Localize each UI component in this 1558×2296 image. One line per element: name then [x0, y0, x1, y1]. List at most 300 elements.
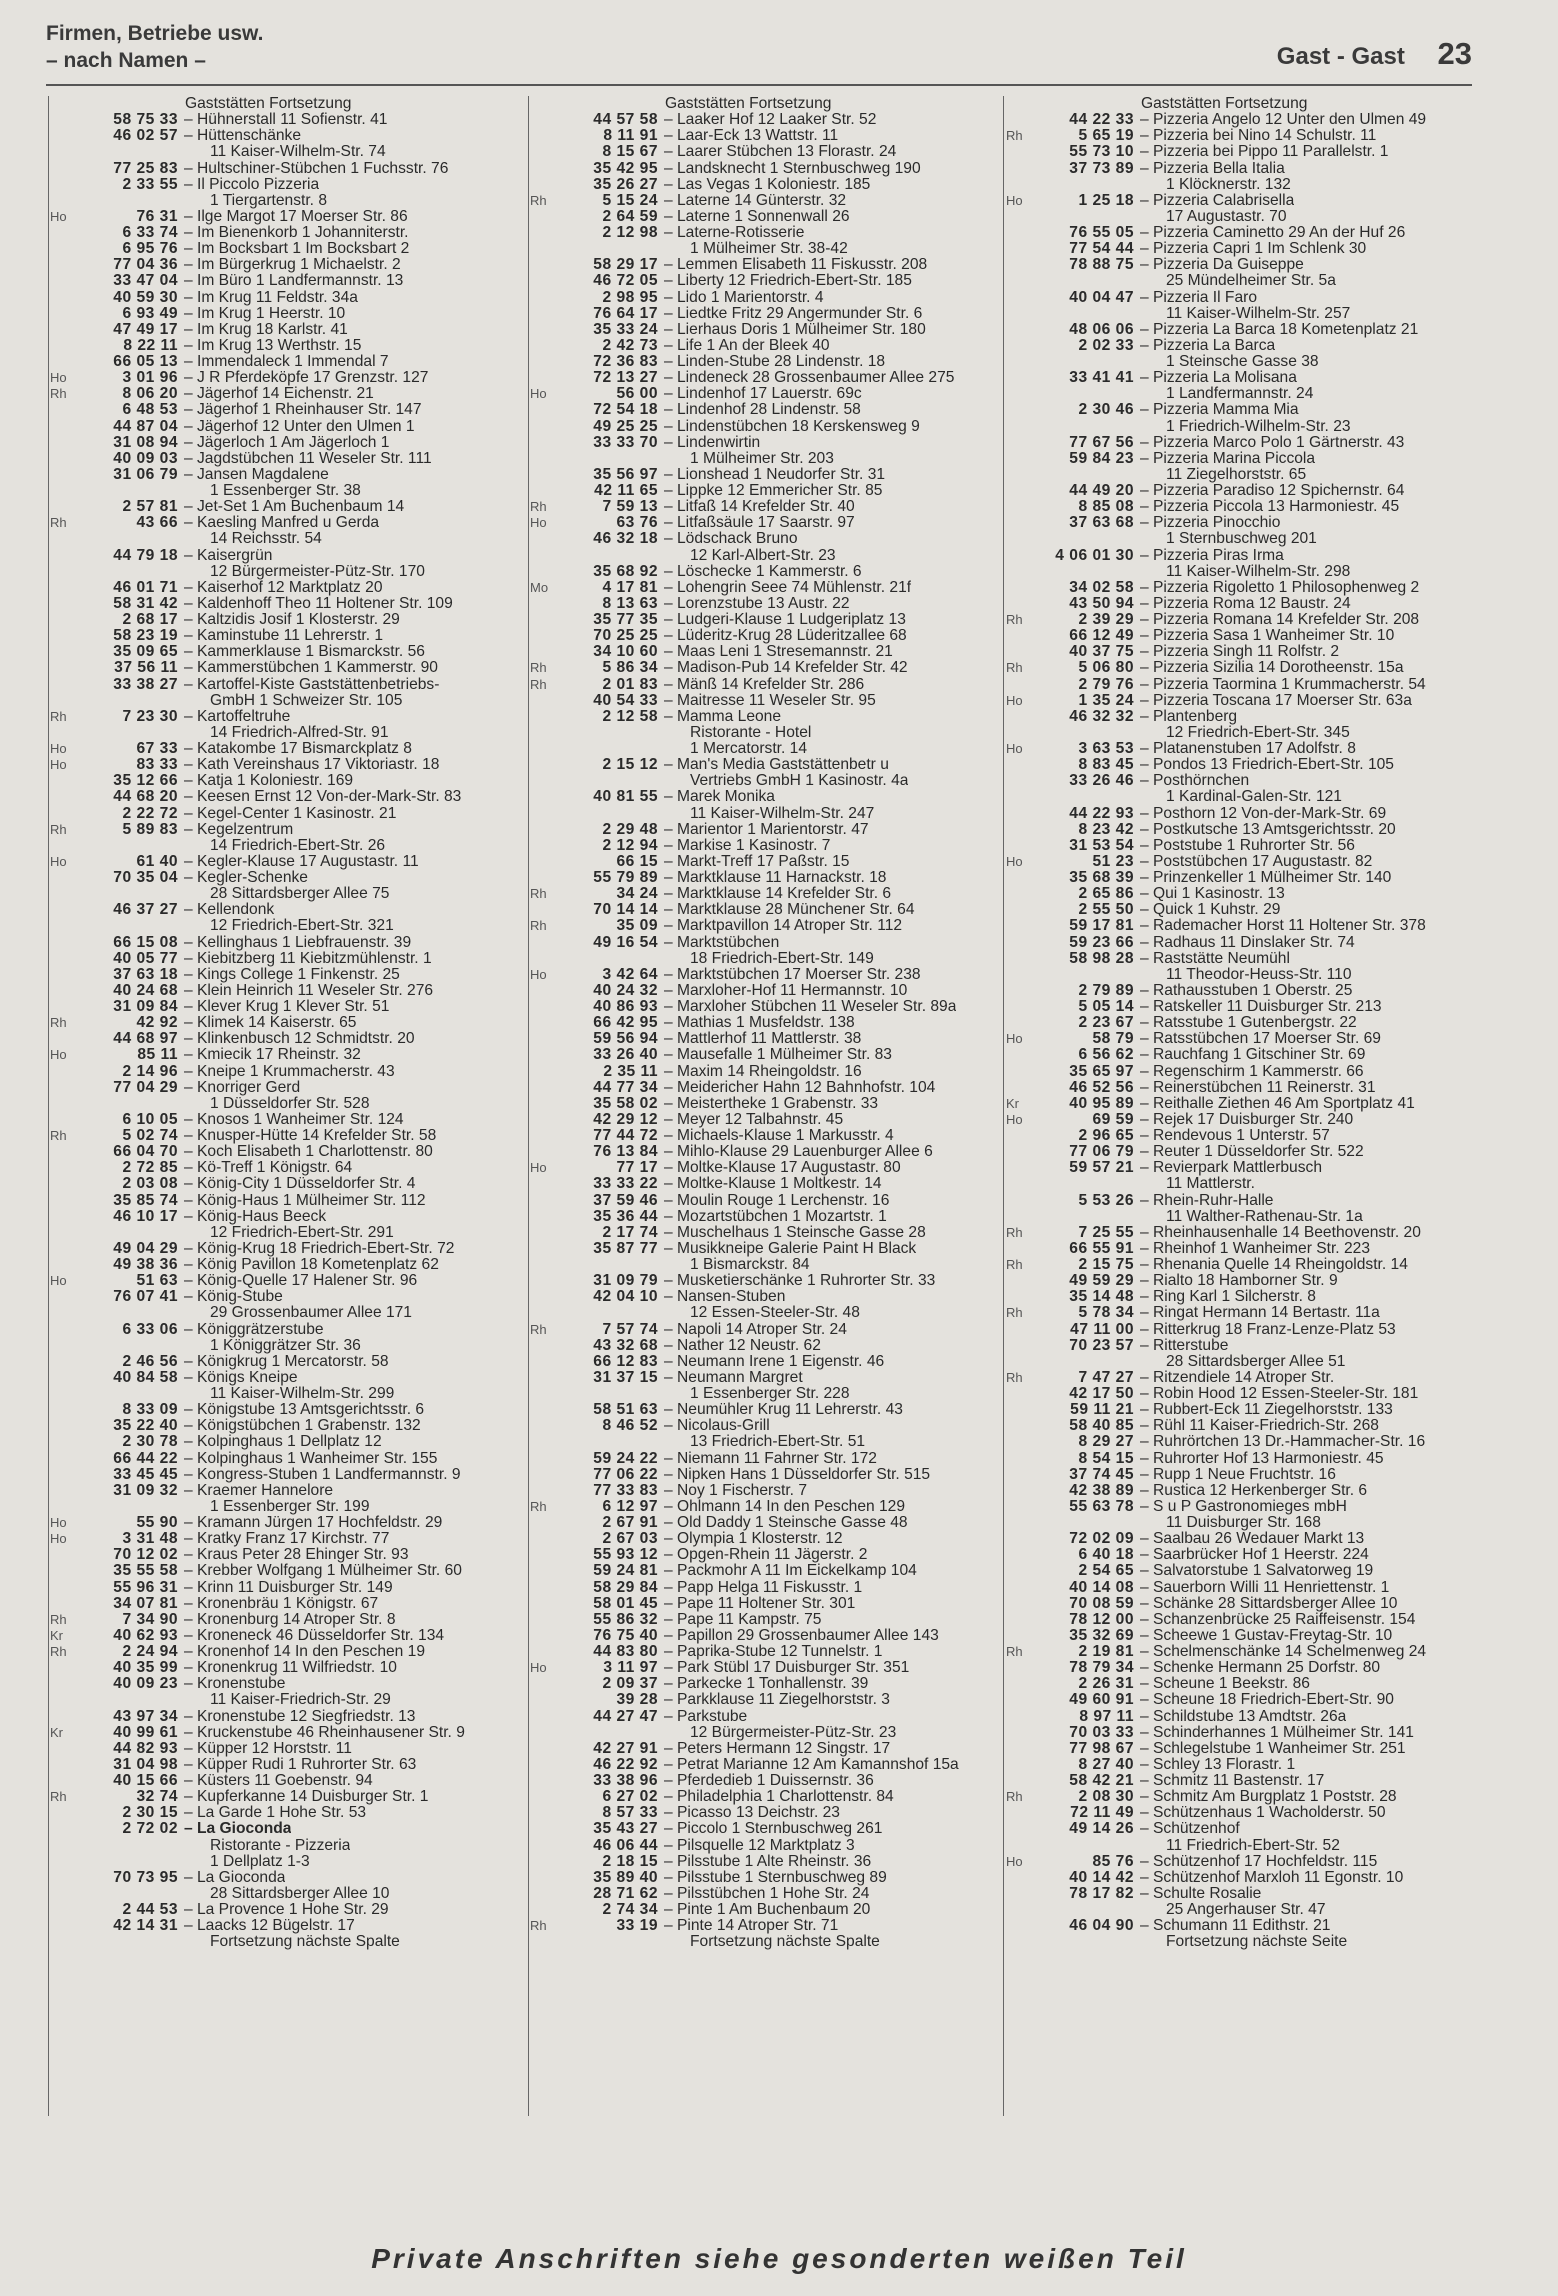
phone-number: 85 11 — [137, 1046, 178, 1064]
business-entry: – Laterne-Rotisserie — [664, 225, 805, 241]
business-entry: – Schumann 11 Edithstr. 21 — [1140, 1918, 1331, 1935]
listing-row — [50, 1692, 490, 1708]
listing-row — [50, 677, 490, 693]
business-entry: 1 Steinsche Gasse 38 — [1166, 354, 1319, 370]
phone-number: 77 67 56 — [1069, 433, 1134, 451]
district-code — [1006, 306, 1026, 322]
business-entry: – Raststätte Neumühl — [1140, 950, 1290, 967]
phone-number: 37 63 68 — [1069, 514, 1134, 532]
phone-number: 34 07 81 — [113, 1594, 178, 1612]
listing-row — [530, 1483, 970, 1499]
listing-row — [50, 257, 490, 273]
phone-number — [1026, 386, 1134, 402]
column-heading: Gaststätten Fortsetzung — [185, 95, 352, 112]
business-entry: – Kegler-Schenke — [184, 870, 308, 886]
phone-number: 2 30 46 — [1078, 401, 1134, 419]
phone-number — [550, 1934, 658, 1950]
district-code: Ho — [1006, 741, 1023, 756]
business-entry: 12 Friedrich-Ebert-Str. 345 — [1166, 724, 1350, 741]
district-code: Kr — [50, 1627, 63, 1643]
listing-row — [530, 1692, 970, 1708]
business-entry: – Rialto 18 Hamborner Str. 9 — [1140, 1273, 1338, 1290]
phone-number: 59 84 23 — [1069, 449, 1134, 467]
district-code — [1006, 789, 1026, 805]
district-code — [50, 419, 70, 435]
business-entry: – Ritterstube — [1140, 1337, 1229, 1354]
phone-number: 77 04 36 — [113, 256, 178, 274]
phone-number: 2 15 12 — [602, 756, 658, 774]
business-entry: 1 Sternbuschweg 201 — [1166, 531, 1317, 548]
district-code — [50, 1838, 70, 1854]
phone-number: 1 35 24 — [1078, 691, 1134, 709]
district-code — [530, 419, 550, 435]
phone-number: 2 18 15 — [602, 1852, 658, 1870]
district-code — [50, 1031, 70, 1047]
listing-row — [1006, 1434, 1446, 1450]
business-entry: – Lindenhof 17 Lauerstr. 69c — [664, 386, 862, 403]
phone-number — [1026, 419, 1134, 435]
district-code — [1006, 1580, 1026, 1596]
listing-row — [1006, 531, 1446, 547]
business-entry: 14 Reichsstr. 54 — [210, 531, 322, 548]
phone-number: 78 12 00 — [1069, 1610, 1134, 1628]
district-code: Rh — [530, 192, 547, 208]
business-entry: – Knosos 1 Wanheimer Str. 124 — [184, 1111, 404, 1128]
district-code: Rh — [530, 676, 547, 692]
district-code — [530, 1273, 550, 1289]
business-entry: 11 Kaiser-Friedrich-Str. 29 — [210, 1692, 391, 1709]
business-entry: – Jet-Set 1 Am Buchenbaum 14 — [184, 499, 405, 516]
business-entry: – Lindeneck 28 Grossenbaumer Allee 275 — [664, 370, 955, 387]
district-code — [50, 1096, 70, 1112]
business-entry: – Ratsstube 1 Gutenbergstr. 22 — [1140, 1015, 1357, 1032]
listing-row — [530, 1176, 970, 1192]
business-entry: 1 Bismarckstr. 84 — [690, 1257, 810, 1273]
business-entry: – Pape 11 Holtener Str. 301 — [664, 1595, 856, 1612]
listing-row — [1006, 1112, 1446, 1128]
business-entry: 14 Friedrich-Ebert-Str. 26 — [210, 837, 386, 854]
listing-row — [530, 1386, 970, 1402]
district-code: Rh — [50, 1611, 67, 1627]
district-code — [50, 548, 70, 564]
listing-row — [530, 338, 970, 354]
district-code — [1006, 596, 1026, 612]
listing-row — [50, 322, 490, 338]
district-code — [530, 1144, 550, 1160]
listing-row — [1006, 257, 1446, 273]
listing-row — [50, 999, 490, 1015]
phone-number: 76 64 17 — [593, 304, 658, 322]
listing-row — [530, 773, 970, 789]
listing-row — [530, 1370, 970, 1386]
business-entry: – Las Vegas 1 Koloniestr. 185 — [664, 176, 871, 193]
district-code — [50, 677, 70, 693]
listing-row — [1006, 1902, 1446, 1918]
district-code — [530, 1080, 550, 1096]
business-entry: – Schulte Rosalie — [1140, 1885, 1262, 1902]
district-code: Rh — [1006, 1369, 1023, 1385]
district-code — [50, 1193, 70, 1209]
district-code — [50, 580, 70, 596]
business-entry: – Jagdstübchen 11 Weseler Str. 111 — [184, 450, 432, 467]
listing-row — [530, 128, 970, 144]
phone-number: 44 27 47 — [593, 1707, 658, 1725]
business-entry: – Life 1 An der Bleek 40 — [664, 337, 830, 354]
district-code — [530, 1789, 550, 1805]
district-code — [50, 467, 70, 483]
listing-row — [1006, 1257, 1446, 1273]
district-code — [530, 1805, 550, 1821]
listing-row — [1006, 806, 1446, 822]
listing-row — [1006, 1370, 1446, 1386]
listing-row — [530, 1596, 970, 1612]
business-entry: – Niemann 11 Fahrner Str. 172 — [664, 1450, 877, 1467]
district-code — [50, 1467, 70, 1483]
phone-number: 59 56 94 — [593, 1030, 658, 1048]
phone-number: 2 09 37 — [602, 1675, 658, 1693]
district-code — [50, 644, 70, 660]
district-code — [1006, 241, 1026, 257]
business-entry: – Pinte 1 Am Buchenbaum 20 — [664, 1902, 871, 1918]
listing-row — [1006, 1241, 1446, 1257]
district-code — [1006, 273, 1026, 289]
business-entry: – Marktstübchen 17 Moerser Str. 238 — [664, 966, 921, 983]
listing-row — [530, 1773, 970, 1789]
listing-row — [530, 306, 970, 322]
business-entry: – Neumann Irene 1 Eigenstr. 46 — [664, 1353, 885, 1370]
district-code — [50, 886, 70, 902]
listing-row — [50, 1386, 490, 1402]
business-entry: – Kronenstube — [184, 1676, 286, 1693]
business-entry: – Ring Karl 1 Silcherstr. 8 — [1140, 1289, 1316, 1306]
listing-row — [1006, 467, 1446, 483]
listing-row — [530, 419, 970, 435]
business-entry: – Klever Krug 1 Klever Str. 51 — [184, 999, 390, 1015]
listing-row — [50, 209, 490, 225]
phone-number: 2 22 72 — [122, 804, 178, 822]
phone-number: 42 38 89 — [1069, 1481, 1134, 1499]
district-code — [50, 1741, 70, 1757]
phone-number — [1026, 1838, 1134, 1854]
listing-row — [530, 1338, 970, 1354]
phone-number: 76 75 40 — [593, 1626, 658, 1644]
listing-row — [530, 854, 970, 870]
district-code — [50, 1709, 70, 1725]
phone-number: 59 57 21 — [1069, 1159, 1134, 1177]
district-code: Ho — [50, 741, 67, 756]
listing-row — [50, 370, 490, 386]
district-code — [530, 693, 550, 709]
phone-number: 5 02 74 — [122, 1127, 178, 1144]
phone-number: 40 86 93 — [593, 998, 658, 1015]
listing-row — [530, 1418, 970, 1434]
phone-number: 35 36 44 — [593, 1207, 658, 1225]
district-code — [530, 209, 550, 225]
listing-row — [50, 1563, 490, 1579]
district-code: Rh — [530, 499, 547, 515]
business-entry: – Katja 1 Koloniestr. 169 — [184, 773, 354, 790]
phone-number: 46 10 17 — [113, 1207, 178, 1225]
listing-row — [1006, 1047, 1446, 1063]
business-entry: – Im Krug 11 Feldstr. 34a — [184, 289, 358, 306]
district-code — [50, 1144, 70, 1160]
district-code — [530, 290, 550, 306]
district-code — [530, 725, 550, 741]
listing-row — [50, 161, 490, 177]
business-entry: 11 Kaiser-Wilhelm-Str. 74 — [210, 144, 386, 161]
district-code — [530, 1241, 550, 1257]
phone-number: 33 33 22 — [593, 1175, 658, 1193]
business-entry: 12 Bürgermeister-Pütz-Str. 23 — [690, 1724, 897, 1741]
listing-row — [50, 515, 490, 531]
district-code — [50, 693, 70, 709]
phone-number: 35 68 39 — [1069, 869, 1134, 886]
district-code — [530, 1467, 550, 1483]
district-code — [50, 499, 70, 515]
business-entry: – Mattlerhof 11 Mattlerstr. 38 — [664, 1031, 862, 1048]
district-code — [530, 1644, 550, 1660]
listing-row — [50, 854, 490, 870]
phone-number: 72 54 18 — [593, 401, 658, 419]
business-entry: 1 Königgrätzer Str. 36 — [210, 1337, 361, 1354]
district-code — [50, 1676, 70, 1692]
business-entry: – S u P Gastronomieges mbH — [1140, 1498, 1347, 1515]
phone-number: 77 33 83 — [593, 1481, 658, 1499]
phone-number: 2 24 94 — [122, 1643, 178, 1660]
business-entry: Fortsetzung nächste Seite — [1166, 1934, 1348, 1951]
listing-row — [50, 1031, 490, 1047]
phone-number: 78 88 75 — [1069, 256, 1134, 274]
phone-number: 40 05 77 — [113, 949, 178, 967]
district-code — [530, 1821, 550, 1837]
listing-row — [1006, 193, 1446, 209]
district-code — [50, 1176, 70, 1192]
business-entry: – Pizzeria Pinocchio — [1140, 515, 1281, 532]
district-code: Ho — [50, 1273, 67, 1289]
business-entry: – König-Haus Beeck — [184, 1208, 327, 1225]
listing-row — [1006, 1660, 1446, 1676]
listing-row — [1006, 386, 1446, 402]
phone-number: 70 25 25 — [593, 627, 658, 645]
district-code — [1006, 1434, 1026, 1450]
listing-row — [1006, 515, 1446, 531]
business-entry: – Jansen Magdalene — [184, 466, 329, 483]
business-entry: – Koch Elisabeth 1 Charlottenstr. 80 — [184, 1144, 433, 1161]
phone-number: 35 56 97 — [593, 465, 658, 483]
phone-number: 2 01 83 — [602, 675, 658, 693]
listing-row — [50, 1434, 490, 1450]
business-entry: – Kronenbräu 1 Königstr. 67 — [184, 1595, 379, 1612]
business-entry: 11 Kaiser-Wilhelm-Str. 257 — [1166, 305, 1351, 322]
phone-number: 37 74 45 — [1069, 1465, 1134, 1483]
phone-number: 44 79 18 — [113, 546, 178, 564]
listing-row — [1006, 612, 1446, 628]
district-code — [530, 1402, 550, 1418]
phone-number — [1026, 306, 1134, 322]
listing-row — [50, 1789, 490, 1805]
listing-row — [50, 1676, 490, 1692]
phone-number: 2 79 76 — [1078, 675, 1134, 693]
business-entry: – Küpper Rudi 1 Ruhrorter Str. 63 — [184, 1756, 417, 1773]
listing-row — [50, 1580, 490, 1596]
listing-row — [1006, 983, 1446, 999]
phone-number — [1026, 1902, 1134, 1918]
listing-row — [50, 1499, 490, 1515]
district-code — [530, 241, 550, 257]
district-code — [50, 1160, 70, 1176]
phone-number — [1026, 1934, 1134, 1950]
district-code: Rh — [50, 386, 67, 402]
district-code — [530, 548, 550, 564]
district-code — [530, 531, 550, 547]
listing-row — [50, 1725, 490, 1741]
listing-row — [530, 1902, 970, 1918]
listing-row — [1006, 1725, 1446, 1741]
business-entry: – Marktklause 14 Krefelder Str. 6 — [664, 886, 892, 903]
business-entry: – Ritzendiele 14 Atroper Str. — [1140, 1369, 1335, 1386]
district-code: Ho — [1006, 1853, 1023, 1869]
phone-number: 35 43 27 — [593, 1820, 658, 1838]
listing-row — [530, 1225, 970, 1241]
district-code — [1006, 967, 1026, 983]
business-entry: – Pizzeria Piccola 13 Harmoniestr. 45 — [1140, 499, 1400, 516]
phone-number: 8 27 40 — [1078, 1755, 1134, 1773]
business-entry: 11 Kaiser-Wilhelm-Str. 298 — [1166, 563, 1351, 580]
business-entry: – Kaiserhof 12 Marktplatz 20 — [184, 579, 383, 596]
phone-number: 58 29 17 — [593, 256, 658, 274]
phone-number: 40 09 23 — [113, 1675, 178, 1693]
phone-number: 76 13 84 — [593, 1143, 658, 1161]
business-entry: – Markise 1 Kasinostr. 7 — [664, 837, 831, 854]
listing-row — [50, 886, 490, 902]
phone-number: 66 44 22 — [113, 1449, 178, 1467]
listing-row — [530, 1047, 970, 1063]
listing-row — [1006, 1322, 1446, 1338]
district-code — [1006, 483, 1026, 499]
district-code: Ho — [50, 208, 67, 224]
business-entry: – J R Pferdeköpfe 17 Grenzstr. 127 — [184, 370, 429, 387]
business-entry: – Hüttenschänke — [184, 128, 302, 145]
phone-number: 70 08 59 — [1069, 1594, 1134, 1612]
phone-number: 31 09 79 — [593, 1272, 658, 1290]
listing-row — [530, 515, 970, 531]
business-entry: – Litfaß 14 Krefelder Str. 40 — [664, 499, 855, 516]
phone-number: 2 98 95 — [602, 288, 658, 306]
business-entry: – Knorriger Gerd — [184, 1079, 301, 1096]
phone-number: 58 31 42 — [113, 594, 178, 612]
listing-row — [1006, 451, 1446, 467]
business-entry: – Pizzeria Rigoletto 1 Philosophenweg 2 — [1140, 579, 1420, 596]
district-code — [50, 983, 70, 999]
district-code — [50, 257, 70, 273]
business-entry: – Katakombe 17 Bismarckplatz 8 — [184, 741, 412, 757]
business-entry: 1 Essenberger Str. 199 — [210, 1498, 370, 1515]
listing-row — [530, 370, 970, 386]
district-code — [530, 1225, 550, 1241]
phone-number: 8 33 09 — [122, 1401, 178, 1419]
district-code — [1006, 886, 1026, 902]
phone-number: 55 63 78 — [1069, 1497, 1134, 1515]
listing-row — [530, 596, 970, 612]
district-code — [1006, 1709, 1026, 1725]
district-code — [530, 1354, 550, 1370]
phone-number: 6 48 53 — [122, 401, 178, 419]
phone-number: 59 11 21 — [1070, 1401, 1134, 1419]
district-code — [1006, 1725, 1026, 1741]
listing-row — [1006, 241, 1446, 257]
business-entry: 1 Essenberger Str. 228 — [690, 1386, 850, 1402]
listing-row — [1006, 1854, 1446, 1870]
listing-row — [530, 209, 970, 225]
listing-row — [50, 1047, 490, 1063]
business-entry: – Rademacher Horst 11 Holtener Str. 378 — [1140, 918, 1426, 935]
listing-column-2 — [530, 96, 970, 1950]
business-entry: – Hühnerstall 11 Sofienstr. 41 — [184, 112, 388, 129]
listing-row — [530, 1241, 970, 1257]
district-code — [530, 1483, 550, 1499]
business-entry: – Königstübchen 1 Grabenstr. 132 — [184, 1418, 421, 1435]
district-code — [50, 451, 70, 467]
district-code: Rh — [1006, 1789, 1023, 1805]
business-entry: – Prinzenkeller 1 Mülheimer Str. 140 — [1140, 870, 1392, 886]
phone-number: 66 42 95 — [593, 1014, 658, 1032]
phone-number: 7 59 13 — [602, 498, 658, 516]
listing-row — [530, 1563, 970, 1579]
district-code — [530, 1531, 550, 1547]
listing-row — [1006, 1499, 1446, 1515]
phone-number: 2 17 74 — [602, 1223, 658, 1241]
business-entry: – Pizzeria Sizilia 14 Dorotheenstr. 15a — [1140, 660, 1404, 677]
listing-row — [530, 1031, 970, 1047]
district-code — [1006, 564, 1026, 580]
listing-row — [1006, 1692, 1446, 1708]
listing-row — [1006, 1676, 1446, 1692]
district-code — [1006, 1160, 1026, 1176]
section-title: Gast - Gast — [1276, 43, 1405, 70]
district-code — [50, 112, 70, 128]
district-code — [530, 1870, 550, 1886]
business-entry: – Marientor 1 Marientorstr. 47 — [664, 821, 869, 838]
listing-row — [50, 693, 490, 709]
listing-row — [530, 451, 970, 467]
business-entry: – Il Piccolo Pizzeria — [184, 176, 320, 193]
listing-row — [1006, 499, 1446, 515]
business-entry: – Marktpavillon 14 Atroper Str. 112 — [664, 918, 903, 935]
district-code — [530, 1902, 550, 1918]
phone-number: 55 73 10 — [1069, 143, 1134, 161]
district-code — [1006, 757, 1026, 773]
business-entry: – Kammerstübchen 1 Kammerstr. 90 — [184, 660, 438, 677]
district-code — [50, 1289, 70, 1305]
listing-row — [530, 1289, 970, 1305]
phone-number: 43 50 94 — [1069, 594, 1134, 612]
business-entry: – Ratsstübchen 17 Moerser Str. 69 — [1140, 1031, 1381, 1048]
district-code — [530, 596, 550, 612]
listing-row — [530, 789, 970, 805]
phone-number: 7 57 74 — [602, 1320, 658, 1338]
listing-row — [1006, 1209, 1446, 1225]
district-code: Ho — [1006, 192, 1023, 208]
district-code — [1006, 822, 1026, 838]
business-entry: – Parkklause 11 Ziegelhorststr. 3 — [664, 1692, 890, 1709]
listing-row — [50, 1596, 490, 1612]
listing-row — [1006, 854, 1446, 870]
district-code — [50, 1112, 70, 1128]
business-entry: – Paprika-Stube 12 Tunnelstr. 1 — [664, 1644, 883, 1660]
listing-row — [1006, 1531, 1446, 1547]
district-code — [1006, 1934, 1026, 1950]
business-entry: – Ritterkrug 18 Franz-Lenze-Platz 53 — [1140, 1321, 1396, 1338]
